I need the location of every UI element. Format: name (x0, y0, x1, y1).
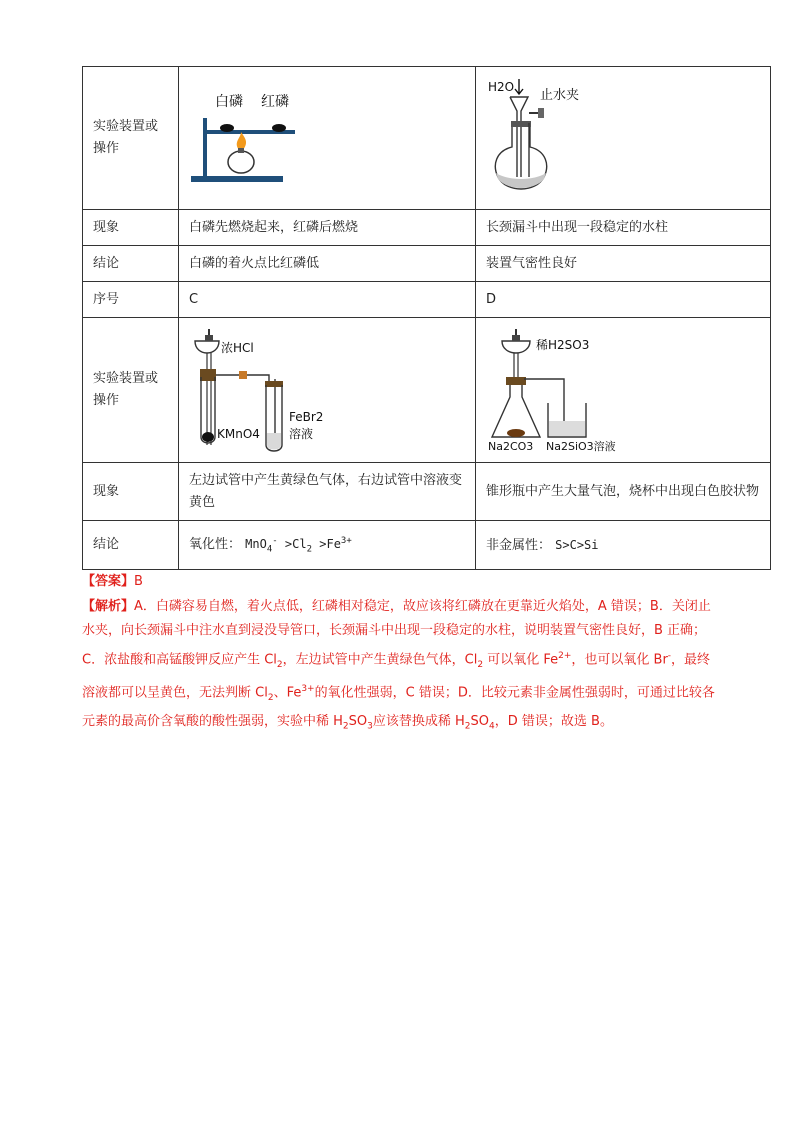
analysis-text: ，也可以氧化 Br (571, 651, 668, 667)
analysis-text: 应该替换成稀 H (372, 714, 465, 730)
table-row (83, 318, 771, 463)
na2co3-label: Na2CO3 (488, 440, 534, 453)
figure-cell-a (179, 67, 476, 210)
chlorine-generation-diagram (189, 325, 359, 455)
formula-sup: 3+ (340, 535, 352, 546)
stopper (511, 121, 531, 127)
funnel-stem (514, 353, 518, 381)
cell-text: 装置气密性良好 (476, 246, 771, 282)
analysis-sup: 3+ (301, 683, 315, 694)
figure-cell-d (476, 318, 771, 463)
analysis-sub: 4 (489, 721, 495, 732)
oxidizing-conclusion (179, 521, 476, 570)
analysis-text: A．白磷容易自燃，着火点低，红磷相对稳定，故应该将红磷放在更靠近火焰处，A 错误；B．关闭止水夹，向长颈漏斗中注水直到浸没导管口，长颈漏斗中出现一段稳定的水柱，说明装置气密性良好，B 正确；C．浓盐酸和高锰酸钾反应产生 Cl (82, 598, 711, 667)
analysis-text: SO (470, 714, 490, 730)
tube-joint (239, 371, 247, 379)
kmno4-solid (202, 432, 214, 442)
analysis-paragraph (82, 595, 722, 740)
analysis-text: SO (348, 714, 368, 730)
figure-cell-b (476, 67, 771, 210)
clamp-label: 止水夹 (540, 88, 580, 103)
beaker-liquid (549, 421, 585, 436)
analysis-sup: 2+ (558, 650, 572, 661)
analysis-sub: 2 (276, 659, 283, 670)
analysis-sup: - (667, 650, 672, 661)
table-row (83, 282, 771, 318)
cell-text: 长颈漏斗中出现一段稳定的水柱 (476, 210, 771, 246)
na2co3-solid (507, 429, 525, 437)
cell-text: 左边试管中产生黄绿色气体，右边试管中溶液变黄色 (179, 463, 476, 521)
alcohol-lamp (228, 151, 254, 173)
right-stopper (265, 381, 283, 387)
arrow-down-icon (515, 79, 523, 94)
airtightness-check-diagram (486, 77, 616, 199)
answer-line (82, 570, 722, 595)
rubber-stopper (506, 377, 526, 385)
analysis-tag: 【解析】 (82, 598, 135, 614)
kmno4-label: KMnO4 (217, 427, 260, 441)
white-phosphorus-pile (220, 124, 234, 132)
analysis-sub: 2 (267, 692, 274, 703)
phosphorus-burning-diagram (189, 88, 319, 188)
conclusion-prefix: 氧化性： (189, 536, 242, 552)
row-label: 现象 (83, 463, 179, 521)
analysis-text: ，左边试管中产生黄绿色气体，Cl (282, 651, 478, 667)
row-label: 现象 (83, 210, 179, 246)
nonmetal-formula: S>C>Si (555, 537, 599, 552)
answer-value: B (134, 574, 143, 589)
analysis-sub: 2 (342, 721, 349, 732)
separatory-funnel (195, 341, 219, 353)
stand-rod (203, 118, 207, 178)
red-phosphorus-pile (272, 124, 286, 132)
answer-tag: 【答案】 (82, 574, 135, 589)
hcl-label: 浓HCl (221, 341, 254, 355)
cell-text: 白磷先燃烧起来，红磷后燃烧 (179, 210, 476, 246)
analysis-text: 可以氧化 Fe (483, 651, 559, 667)
funnel-stopper (512, 335, 520, 341)
lamp-wick (238, 148, 244, 153)
table-row (83, 210, 771, 246)
febr2-solution (267, 433, 281, 450)
table-row (83, 246, 771, 282)
analysis-sub: 2 (464, 721, 471, 732)
analysis-text: 、Fe (273, 685, 302, 701)
table-row (83, 521, 771, 570)
answer-analysis-block (82, 570, 722, 739)
option-c-label: C (179, 282, 476, 318)
analysis-text: 的氧化性强弱，C 错误；D．比较元素非金属性强弱时，可通过比较各元素的最高价含氧酸的酸性强弱，实验中稀 H (82, 685, 715, 730)
formula-part: MnO (245, 536, 267, 551)
formula-sup: - (272, 535, 278, 546)
formula-part: >Fe (312, 536, 341, 551)
separatory-funnel (502, 341, 530, 353)
solution-label: 溶液 (289, 427, 314, 441)
nonmetal-conclusion (476, 521, 771, 570)
na2sio3-label: Na2SiO3溶液 (546, 440, 616, 453)
cell-text: 锥形瓶中产生大量气泡，烧杯中出现白色胶状物 (476, 463, 771, 521)
row-label: 实验装置或操作 (83, 67, 179, 210)
cell-text: 白磷的着火点比红磷低 (179, 246, 476, 282)
analysis-text: ，最终溶液都可以呈黄色，无法判断 Cl (82, 651, 711, 701)
funnel-stopper (205, 335, 213, 341)
formula-part: >Cl (277, 536, 307, 551)
analysis-sub: 2 (477, 659, 484, 670)
analysis-sub: 3 (367, 721, 373, 732)
row-label: 结论 (83, 521, 179, 570)
option-d-label: D (476, 282, 771, 318)
table-row (83, 463, 771, 521)
formula-sub: 4 (266, 544, 273, 555)
gas-delivery-tube (524, 379, 564, 425)
funnel-stem (207, 353, 211, 445)
flame-icon (237, 132, 246, 150)
febr2-label: FeBr2 (289, 410, 324, 424)
white-phosphorus-label: 白磷 (215, 94, 243, 110)
water-label: H2O (488, 80, 515, 94)
nonmetal-acidity-diagram (486, 325, 666, 455)
rubber-stopper (200, 369, 216, 381)
long-neck-funnel (510, 97, 528, 177)
red-phosphorus-label: 红磷 (261, 94, 289, 110)
experiment-table-wrapper (82, 66, 770, 570)
row-label: 实验装置或操作 (83, 318, 179, 463)
analysis-text: ，D 错误；故选 B。 (494, 714, 613, 730)
water-clamp-icon (538, 108, 544, 118)
table-row (83, 67, 771, 210)
formula-sub: 2 (306, 544, 313, 555)
experiment-table (82, 66, 771, 570)
row-label: 序号 (83, 282, 179, 318)
oxidizing-formula (245, 535, 352, 555)
row-label: 结论 (83, 246, 179, 282)
figure-cell-c (179, 318, 476, 463)
acid-label: 稀H2SO3 (536, 338, 590, 352)
conclusion-prefix: 非金属性： (486, 537, 552, 553)
